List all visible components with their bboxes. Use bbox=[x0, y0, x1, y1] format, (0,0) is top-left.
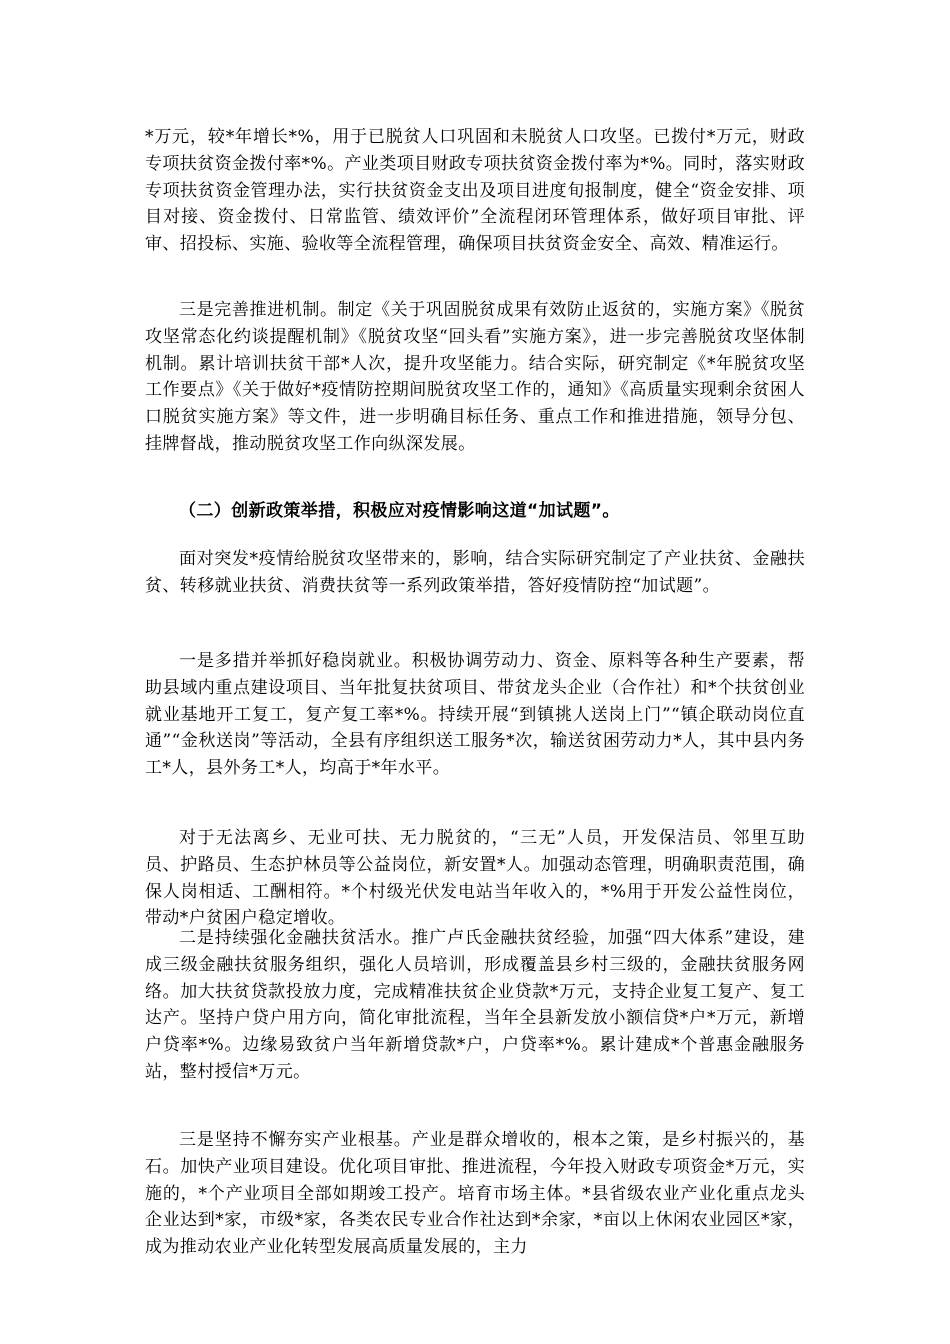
paragraph-public-posts: 对于无法离乡、无业可扶、无力脱贫的，“三无”人员，开发保洁员、邻里互助员、护路员、生态护林员等公益岗位，新安置*人。加强动态管理，明确职责范围，确保人岗相适、工酬相符。*个村级光伏发电站当年收入的，*%用于开发公益性岗位，带动*户贫困户稳定增收。 bbox=[145, 828, 805, 929]
section-heading: （二）创新政策举措，积极应对疫情影响这道“加试题”。 bbox=[179, 501, 620, 521]
paragraph-industry: 三是坚持不懈夯实产业根基。产业是群众增收的，根本之策，是乡村振兴的，基石。加快产业项目建设。优化项目审批、推进流程，今年投入财政专项资金*万元，实施的，*个产业项目全部如期竣工投产。培育市场主体。*县省级农业产业化重点龙头企业达到*家，市级*家，各类农民专业合作社达到*余家，*亩以上休闲农业园区*家，成为推动农业产业化转型发展高质量发展的，主力 bbox=[145, 1130, 805, 1258]
paragraph-funds: *万元，较*年增长*%，用于已脱贫人口巩固和未脱贫人口攻坚。已拨付*万元，财政专项扶贫资金拨付率*%。产业类项目财政专项扶贫资金拨付率为*%。同时，落实财政专项扶贫资金管理办法，实行扶贫资金支出及项目进度旬报制度，健全“资金安排、项目对接、资金拨付、日常监管、绩效评价”全流程闭环管理体系，做好项目审批、评审、招投标、实施、验收等全流程管理，确保项目扶贫资金安全、高效、精准运行。 bbox=[145, 127, 805, 255]
paragraph-policy-intro: 面对突发*疫情给脱贫攻坚带来的，影响，结合实际研究制定了产业扶贫、金融扶贫、转移就业扶贫、消费扶贫等一系列政策举措，答好疫情防控“加试题”。 bbox=[145, 549, 805, 596]
paragraph-finance: 二是持续强化金融扶贫活水。推广卢氏金融扶贫经验，加强“四大体系”建设，建成三级金融扶贫服务组织，强化人员培训，形成覆盖县乡村三级的，金融扶贫服务网络。加大扶贫贷款投放力度，完成精准扶贫企业贷款*万元，支持企业复工复产、复工达产。坚持户贷户用方向，简化审批流程，当年全县新发放小额信贷*户*万元，新增户贷率*%。边缘易致贫户当年新增贷款*户，户贷率*%。累计建成*个普惠金融服务站，整村授信*万元。 bbox=[145, 928, 805, 1082]
paragraph-mechanism: 三是完善推进机制。制定《关于巩固脱贫成果有效防止返贫的，实施方案》《脱贫攻坚常态化约谈提醒机制》《脱贫攻坚“回头看”实施方案》，进一步完善脱贫攻坚体制机制。累计培训扶贫干部*人次，提升攻坚能力。结合实际，研究制定《*年脱贫攻坚工作要点》《关于做好*疫情防控期间脱贫攻坚工作的，通知》《高质量实现剩余贫困人口脱贫实施方案》等文件，进一步明确目标任务、重点工作和推进措施，领导分包、挂牌督战，推动脱贫攻坚工作向纵深发展。 bbox=[145, 300, 805, 454]
paragraph-employment: 一是多措并举抓好稳岗就业。积极协调劳动力、资金、原料等各种生产要素，帮助县域内重点建设项目、当年批复扶贫项目、带贫龙头企业（合作社）和*个扶贫创业就业基地开工复工，复产复工率*%。持续开展“到镇挑人送岗上门”“镇企联动岗位直通”“金秋送岗”等活动，全县有序组织送工服务*次，输送贫困劳动力*人，其中县内务工*人，县外务工*人，均高于*年水平。 bbox=[145, 651, 805, 779]
